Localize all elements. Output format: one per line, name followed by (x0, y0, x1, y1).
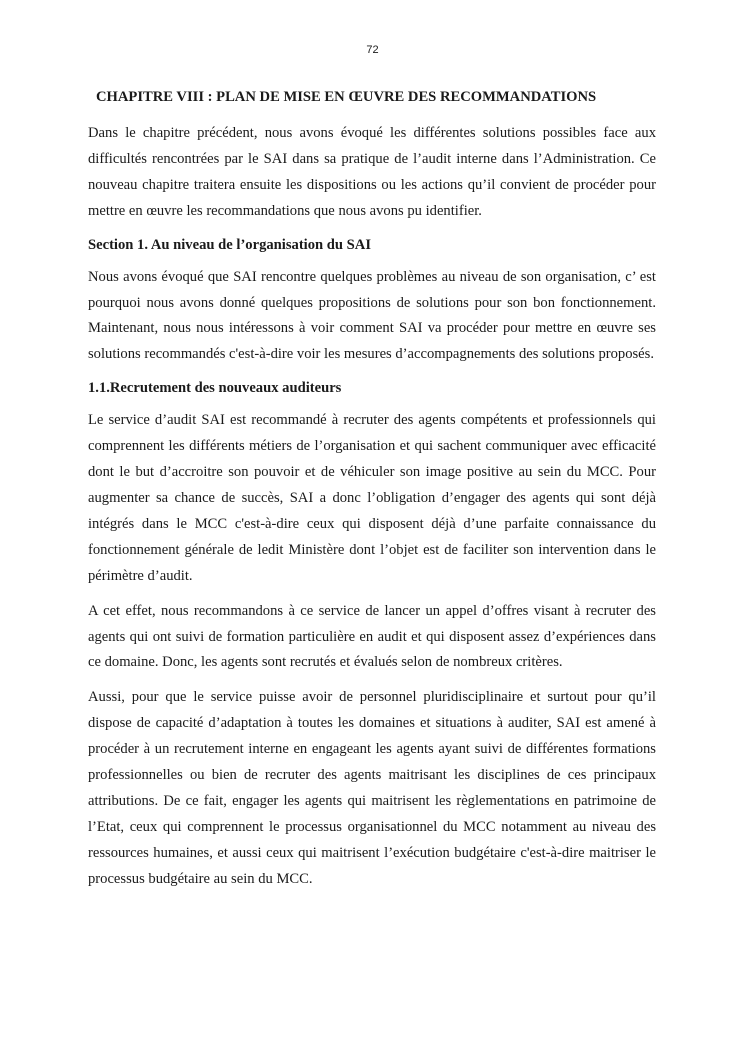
section-1-paragraph: Nous avons évoqué que SAI rencontre quelques problèmes au niveau de son organisation, c’ est pourquoi nous avons donné quelques propositions de solutions pour son bon fonctionnement. Maintenant, nous nous intéressons à voir comment SAI va procéder pour mettre en œuvre ses solutions recommandés c'est-à-dire voir les mesures d’accompagnements des solutions proposés. (88, 268, 656, 363)
section-1-title: Section 1. Au niveau de l’organisation du SAI (88, 236, 372, 253)
intro-paragraph: Dans le chapitre précédent, nous avons évoqué les différentes solutions possibles face aux difficultés rencontrées par le SAI dans sa pratique de l’audit interne dans l’Administration. Ce nouveau chapitre traitera ensuite les dispositions ou les actions qu’il convient de procéder pour mettre en œuvre les recommandations que nous avons pu identifier. (88, 125, 656, 219)
subsection-paragraph-2: A cet effet, nous recommandons à ce service de lancer un appel d’offres visant à recruter des agents qui ont suivi de formation particulière en audit et qui disposent assez d’expériences dans ce domaine. Donc, les agents sont recrutés et évalués selon de nombreux critères. (88, 602, 656, 671)
subsection-paragraph-3: Aussi, pour que le service puisse avoir de personnel pluridisciplinaire et surtout pour qu’il dispose de capacité d’adaptation à toutes les domaines et situations à auditer, SAI est amené à procéder à un recrutement interne en engageant les agents ayant suivi de différentes formations professionnelles ou bien de recruter des agents maitrisant les disciplines de ces principaux attributions. De ce fait, engager les agents qui maitrisent les règlementations en patrimoine de l’Etat, ceux qui comprennent le processus organisationnel du MCC notamment au niveau des ressources humaines, et aussi ceux qui maitrisent l’exécution budgétaire c'est-à-dire maitriser le processus budgétaire au sein du MCC. (88, 689, 656, 887)
page-number: 72 (366, 44, 379, 56)
chapter-title: CHAPITRE VIII : PLAN DE MISE EN ŒUVRE DES RECOMMANDATIONS (96, 89, 597, 105)
page-content (88, 86, 656, 902)
subsection-paragraph-1: Le service d’audit SAI est recommandé à recruter des agents compétents et professionnels qui comprennent les différents métiers de l’organisation et qui sachent communiquer avec efficacité dont le but d’accroitre son pouvoir et de véhiculer son image positive au sein du MCC. Pour augmenter sa chance de succès, SAI a donc l’obligation d’engager des agents qui sont déjà intégrés dans le MCC c'est-à-dire ceux qui disposent déjà d’une parfaite connaissance du fonctionnement générale de ledit Ministère dont l’objet est de faciliter son intervention dans le périmètre d’audit. (88, 412, 656, 584)
subsection-1-1-title: 1.1.Recrutement des nouveaux auditeurs (88, 380, 342, 397)
